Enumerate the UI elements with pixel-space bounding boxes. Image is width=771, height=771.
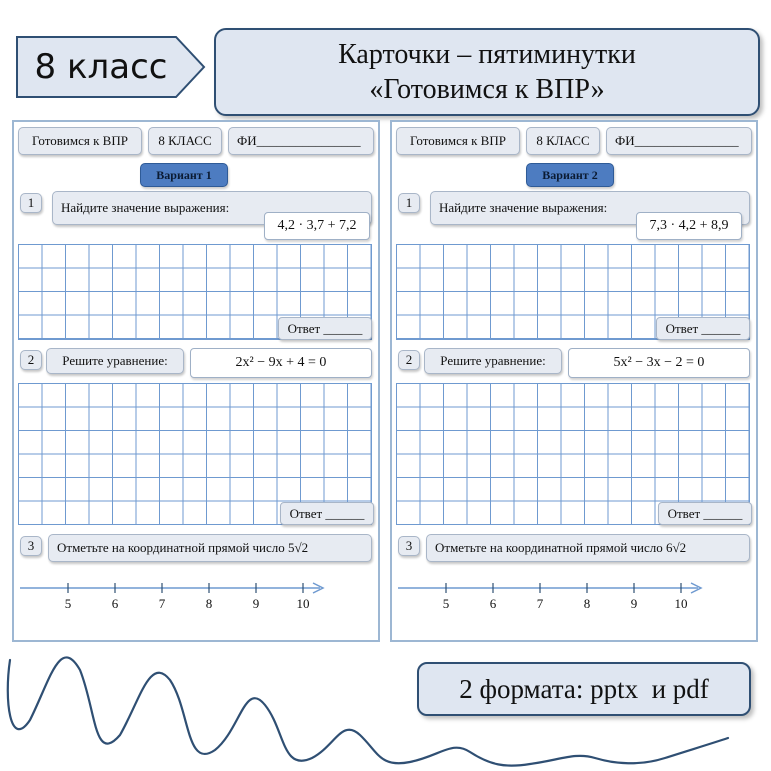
answer-box-2[interactable]: Ответ ______ bbox=[658, 502, 752, 525]
chip-class: 8 КЛАСС bbox=[148, 127, 222, 155]
number-line-tick-label: 8 bbox=[205, 596, 213, 611]
number-line-tick-label: 7 bbox=[158, 596, 166, 611]
variant-badge: Вариант 1 bbox=[140, 163, 228, 187]
task-number-3: 3 bbox=[20, 536, 42, 556]
variant-badge: Вариант 2 bbox=[526, 163, 614, 187]
chip-prep: Готовимся к ВПР bbox=[396, 127, 520, 155]
number-line-tick-label: 10 bbox=[674, 596, 688, 611]
number-line-tick-label: 10 bbox=[296, 596, 310, 611]
worksheet-card-variant-1 bbox=[12, 120, 380, 642]
number-line bbox=[18, 578, 328, 598]
grade-label-arrow bbox=[16, 36, 206, 98]
number-line-tick-label: 9 bbox=[252, 596, 260, 611]
chip-prep: Готовимся к ВПР bbox=[18, 127, 142, 155]
answer-box-1[interactable]: Ответ ______ bbox=[278, 317, 372, 340]
task-number-1: 1 bbox=[398, 193, 420, 213]
number-line-tick-label: 8 bbox=[583, 596, 591, 611]
worksheet-card-variant-2 bbox=[390, 120, 758, 642]
task-1-text: Найдите значение выражения: bbox=[430, 191, 750, 225]
task-2-expression: 5x² − 3x − 2 = 0 bbox=[568, 348, 750, 378]
task-2-text: Решите уравнение: bbox=[424, 348, 562, 374]
grade-label: 8 класс bbox=[34, 47, 168, 87]
task-number-1: 1 bbox=[20, 193, 42, 213]
number-line-tick-label: 9 bbox=[630, 596, 638, 611]
task-1-expression: 7,3 · 4,2 + 8,9 bbox=[636, 212, 742, 240]
task-number-2: 2 bbox=[398, 350, 420, 370]
chip-name-field[interactable]: ФИ________________ bbox=[228, 127, 374, 155]
title-line-2: «Готовимся к ВПР» bbox=[369, 74, 605, 105]
task-2-text: Решите уравнение: bbox=[46, 348, 184, 374]
page-title bbox=[214, 28, 760, 116]
number-line bbox=[396, 578, 706, 598]
task-2-expression: 2x² − 9x + 4 = 0 bbox=[190, 348, 372, 378]
number-line-tick-label: 6 bbox=[489, 596, 497, 611]
number-line-tick-label: 6 bbox=[111, 596, 119, 611]
task-3-text: Отметьте на координатной прямой число 6√2 bbox=[426, 534, 750, 562]
number-line-tick-label: 5 bbox=[64, 596, 72, 611]
title-line-1: Карточки – пятиминутки bbox=[338, 39, 636, 70]
number-line-tick-label: 5 bbox=[442, 596, 450, 611]
task-1-expression: 4,2 · 3,7 + 7,2 bbox=[264, 212, 370, 240]
number-line-tick-label: 7 bbox=[536, 596, 544, 611]
chip-name-field[interactable]: ФИ________________ bbox=[606, 127, 752, 155]
answer-box-1[interactable]: Ответ ______ bbox=[656, 317, 750, 340]
chip-class: 8 КЛАСС bbox=[526, 127, 600, 155]
task-1-text: Найдите значение выражения: bbox=[52, 191, 372, 225]
answer-box-2[interactable]: Ответ ______ bbox=[280, 502, 374, 525]
task-number-2: 2 bbox=[20, 350, 42, 370]
formats-badge: 2 формата: pptx и pdf bbox=[417, 662, 751, 716]
task-3-text: Отметьте на координатной прямой число 5√2 bbox=[48, 534, 372, 562]
task-number-3: 3 bbox=[398, 536, 420, 556]
